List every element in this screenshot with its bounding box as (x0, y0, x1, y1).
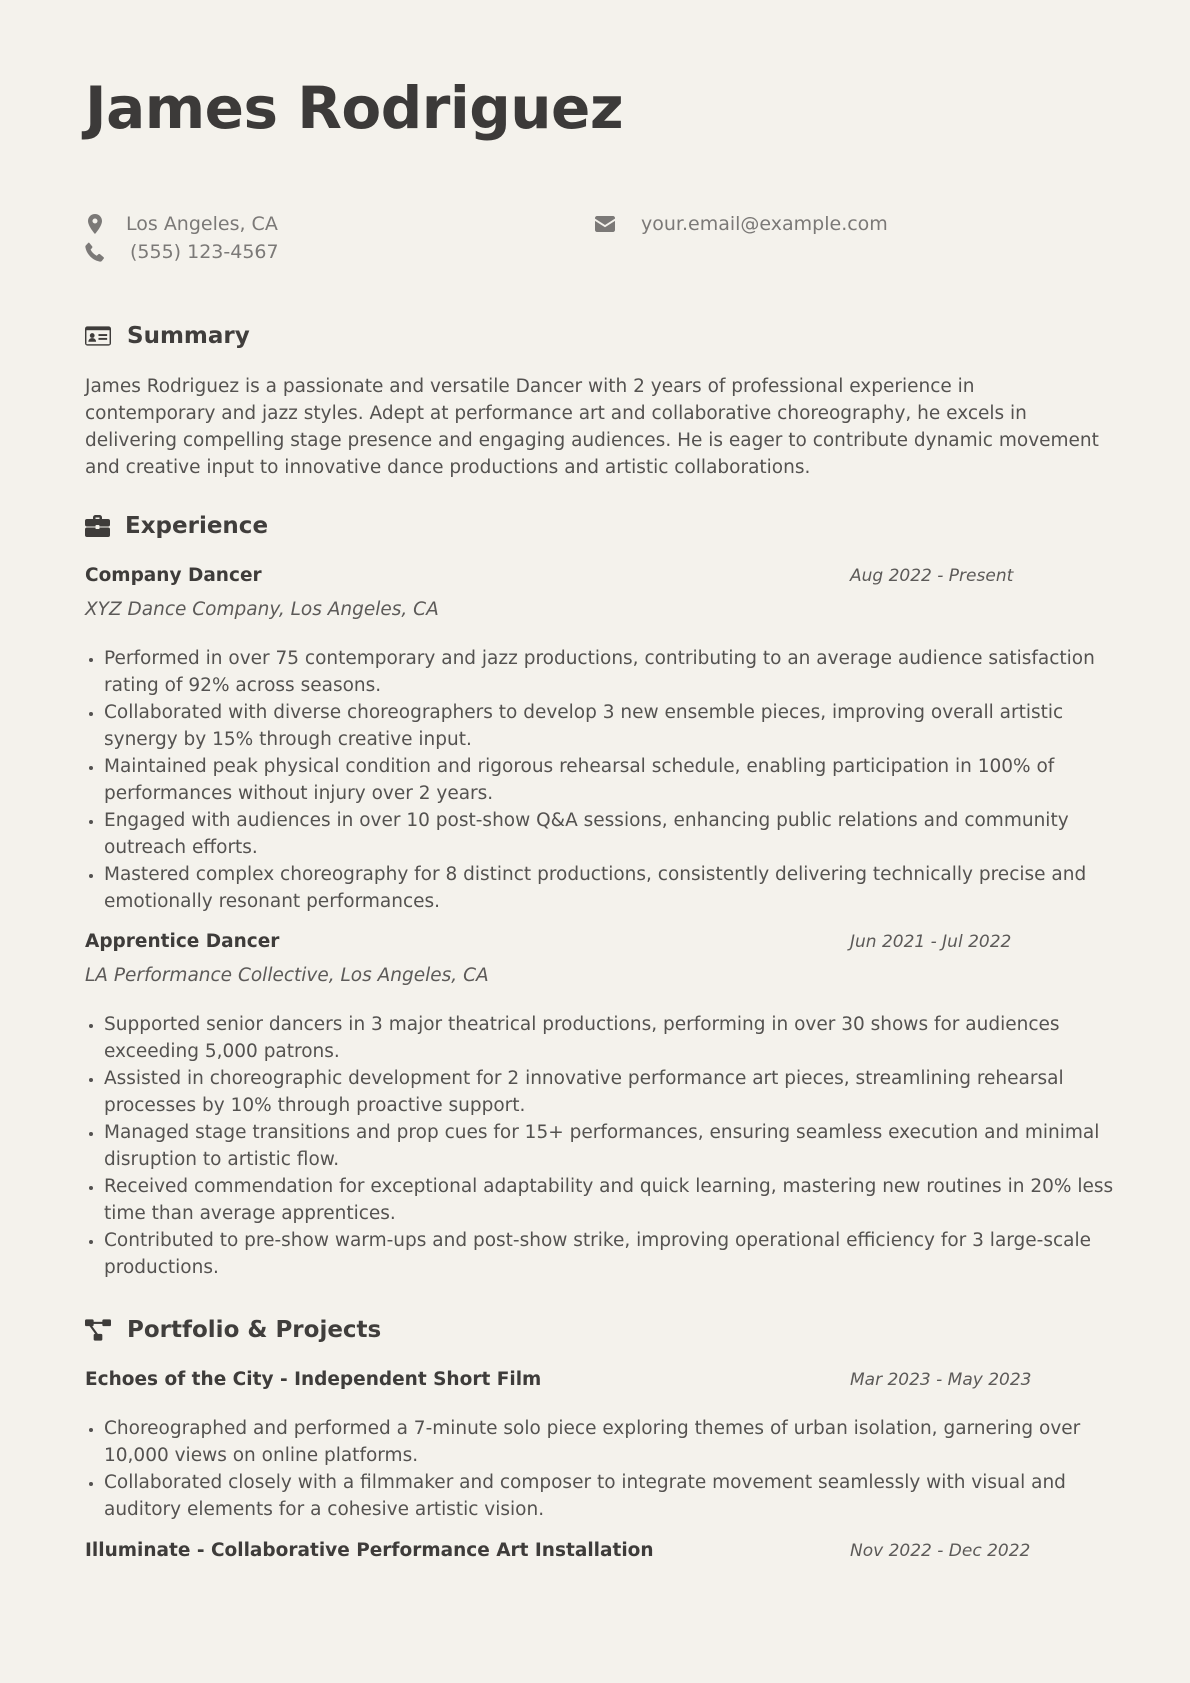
resume-name: James Rodriguez (85, 74, 624, 142)
experience-heading (85, 512, 268, 540)
project-title: Illuminate - Collaborative Performance Art Installation (85, 1540, 654, 1561)
phone-icon (85, 242, 105, 262)
list-item: • Maintained peak physical condition and rigorous rehearsal schedule, enabling participation in 100% of performances without injury over 2 years. (104, 753, 1124, 807)
contact-email-text: your.email@example.com (641, 213, 888, 235)
summary-heading (85, 322, 250, 350)
contact-email (595, 212, 888, 236)
envelope-icon (595, 216, 615, 232)
portfolio-heading (85, 1316, 381, 1344)
summary-title: Summary (127, 323, 250, 349)
contact-location-text: Los Angeles, CA (126, 213, 278, 235)
list-item: • Received commendation for exceptional adaptability and quick learning, mastering new routines in 20% less time than average apprentices. (104, 1173, 1124, 1227)
portfolio-title: Portfolio & Projects (127, 1317, 382, 1343)
project-date: Mar 2023 - May 2023 (850, 1370, 1032, 1390)
project-diagram-icon (85, 1318, 111, 1342)
list-item: • Choreographed and performed a 7-minute solo piece exploring themes of urban isolation, garnering over 10,000 views on online platforms. (104, 1415, 1124, 1469)
project-bullets (85, 1415, 1124, 1523)
job-date: Aug 2022 - Present (850, 566, 1014, 586)
job-bullets (85, 645, 1124, 915)
list-item: • Collaborated with diverse choreographers to develop 3 new ensemble pieces, improving overall artistic synergy by 15% through creative input. (104, 699, 1124, 753)
briefcase-icon (85, 514, 111, 538)
map-marker-icon (85, 214, 105, 234)
list-item: • Supported senior dancers in 3 major theatrical productions, performing in over 30 shows for audiences exceeding 5,000 patrons. (104, 1011, 1124, 1065)
project-title: Echoes of the City - Independent Short Film (85, 1369, 542, 1390)
experience-title: Experience (125, 513, 269, 539)
list-item: • Contributed to pre-show warm-ups and post-show strike, improving operational efficiency for 3 large-scale productions. (104, 1227, 1124, 1281)
contact-phone (85, 240, 279, 264)
id-card-icon (85, 324, 111, 348)
job-organization: LA Performance Collective, Los Angeles, CA (85, 965, 489, 986)
project-date: Nov 2022 - Dec 2022 (850, 1541, 1031, 1561)
list-item: • Managed stage transitions and prop cues for 15+ performances, ensuring seamless execution and minimal disruption to artistic flow. (104, 1119, 1124, 1173)
job-bullets (85, 1011, 1124, 1281)
job-title: Apprentice Dancer (85, 931, 280, 952)
list-item: • Performed in over 75 contemporary and jazz productions, contributing to an average audience satisfaction rating of 92% across seasons. (104, 645, 1124, 699)
job-date: Jun 2021 - Jul 2022 (850, 932, 1012, 952)
contact-location (85, 212, 278, 236)
job-organization: XYZ Dance Company, Los Angeles, CA (85, 599, 439, 620)
list-item: • Collaborated closely with a filmmaker and composer to integrate movement seamlessly with visual and auditory elements for a cohesive artistic vision. (104, 1469, 1124, 1523)
job-title: Company Dancer (85, 565, 262, 586)
list-item: • Mastered complex choreography for 8 distinct productions, consistently delivering technically precise and emotionally resonant performances. (104, 861, 1124, 915)
contact-phone-text: (555) 123-4567 (130, 241, 279, 263)
list-item: • Assisted in choreographic development for 2 innovative performance art pieces, streamlining rehearsal processes by 10% through proactive support. (104, 1065, 1124, 1119)
summary-text: James Rodriguez is a passionate and versatile Dancer with 2 years of professional experience in contemporary and jazz styles. Adept at performance art and collaborative choreography, he excels in delivering compelling stage presence and engaging audiences. He is eager to contribute dynamic movement and creative input to innovative dance productions and artistic collaborations. (85, 376, 1099, 478)
list-item: • Engaged with audiences in over 10 post-show Q&A sessions, enhancing public relations and community outreach efforts. (104, 807, 1124, 861)
